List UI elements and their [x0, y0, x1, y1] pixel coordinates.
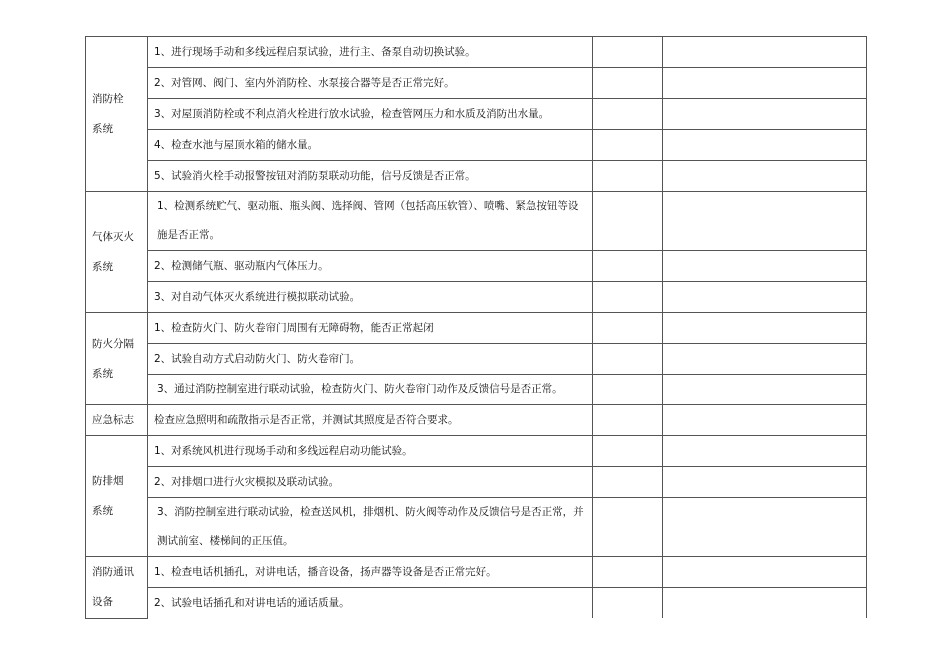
table-row	[86, 161, 867, 192]
table-row	[86, 130, 867, 161]
result-cell[interactable]	[593, 99, 663, 130]
remark-cell[interactable]	[663, 192, 867, 251]
inspection-item: 1、检测系统贮气、驱动瓶、瓶头阀、选择阀、管网（包括高压软管）、喷嘴、紧急按钮等设施是否正常。	[148, 192, 593, 251]
remark-cell[interactable]	[663, 130, 867, 161]
table-row	[86, 99, 867, 130]
table-row	[86, 68, 867, 99]
result-cell[interactable]	[593, 375, 663, 405]
result-cell[interactable]	[593, 498, 663, 557]
category-cell: 防火分隔 系统	[86, 313, 148, 405]
result-cell[interactable]	[593, 557, 663, 588]
remark-cell[interactable]	[663, 467, 867, 498]
remark-cell[interactable]	[663, 436, 867, 467]
result-cell[interactable]	[593, 588, 663, 619]
inspection-item: 3、对自动气体灭火系统进行模拟联动试验。	[148, 282, 593, 313]
remark-cell[interactable]	[663, 588, 867, 619]
remark-cell[interactable]	[663, 251, 867, 282]
result-cell[interactable]	[593, 313, 663, 344]
table-row	[86, 467, 867, 498]
inspection-item: 4、检查水池与屋顶水箱的储水量。	[148, 130, 593, 161]
table-row	[86, 344, 867, 375]
result-cell[interactable]	[593, 282, 663, 313]
table-row	[86, 405, 867, 436]
inspection-item: 3、通过消防控制室进行联动试验，检查防火门、防火卷帘门动作及反馈信号是否正常。	[148, 375, 593, 405]
remark-cell[interactable]	[663, 68, 867, 99]
table-row	[86, 313, 867, 344]
remark-cell[interactable]	[663, 557, 867, 588]
remark-cell[interactable]	[663, 99, 867, 130]
table-row	[86, 588, 867, 619]
result-cell[interactable]	[593, 251, 663, 282]
category-cell: 应急标志	[86, 405, 148, 436]
result-cell[interactable]	[593, 68, 663, 99]
result-cell[interactable]	[593, 467, 663, 498]
inspection-item: 2、检测储气瓶、驱动瓶内气体压力。	[148, 251, 593, 282]
inspection-item: 2、对管网、阀门、室内外消防栓、水泵接合器等是否正常完好。	[148, 68, 593, 99]
result-cell[interactable]	[593, 192, 663, 251]
remark-cell[interactable]	[663, 344, 867, 375]
remark-cell[interactable]	[663, 37, 867, 68]
inspection-item: 2、试验自动方式启动防火门、防火卷帘门。	[148, 344, 593, 375]
inspection-item: 3、对屋顶消防栓或不利点消火栓进行放水试验，检查管网压力和水质及消防出水量。	[148, 99, 593, 130]
remark-cell[interactable]	[663, 282, 867, 313]
table-row	[86, 498, 867, 557]
inspection-item: 1、检查电话机插孔，对讲电话，播音设备，扬声器等设备是否正常完好。	[148, 557, 593, 588]
remark-cell[interactable]	[663, 498, 867, 557]
result-cell[interactable]	[593, 405, 663, 436]
category-cell: 防排烟 系统	[86, 436, 148, 557]
result-cell[interactable]	[593, 344, 663, 375]
inspection-item: 5、试验消火栓手动报警按钮对消防泵联动功能，信号反馈是否正常。	[148, 161, 593, 192]
inspection-item: 检查应急照明和疏散指示是否正常，并测试其照度是否符合要求。	[148, 405, 593, 436]
result-cell[interactable]	[593, 436, 663, 467]
category-cell: 消防通讯 设备	[86, 557, 148, 619]
remark-cell[interactable]	[663, 405, 867, 436]
remark-cell[interactable]	[663, 313, 867, 344]
table-row	[86, 557, 867, 588]
result-cell[interactable]	[593, 130, 663, 161]
inspection-item: 3、消防控制室进行联动试验，检查送风机，排烟机、防火阀等动作及反馈信号是否正常，并测试前室、楼梯间的正压值。	[148, 498, 593, 557]
remark-cell[interactable]	[663, 161, 867, 192]
inspection-item: 2、试验电话插孔和对讲电话的通话质量。	[148, 588, 593, 619]
inspection-item: 2、对排烟口进行火灾模拟及联动试验。	[148, 467, 593, 498]
table-row	[86, 375, 867, 405]
table-row	[86, 436, 867, 467]
category-cell: 消防栓 系统	[86, 37, 148, 192]
category-cell: 气体灭火 系统	[86, 192, 148, 313]
remark-cell[interactable]	[663, 375, 867, 405]
inspection-table	[85, 36, 867, 619]
table-row	[86, 282, 867, 313]
table-row	[86, 251, 867, 282]
inspection-item: 1、对系统风机进行现场手动和多线远程启动功能试验。	[148, 436, 593, 467]
inspection-item: 1、进行现场手动和多线远程启泵试验，进行主、备泵自动切换试验。	[148, 37, 593, 68]
result-cell[interactable]	[593, 161, 663, 192]
result-cell[interactable]	[593, 37, 663, 68]
inspection-item: 1、检查防火门、防火卷帘门周围有无障碍物，能否正常起闭	[148, 313, 593, 344]
table-row	[86, 37, 867, 68]
table-row	[86, 192, 867, 251]
